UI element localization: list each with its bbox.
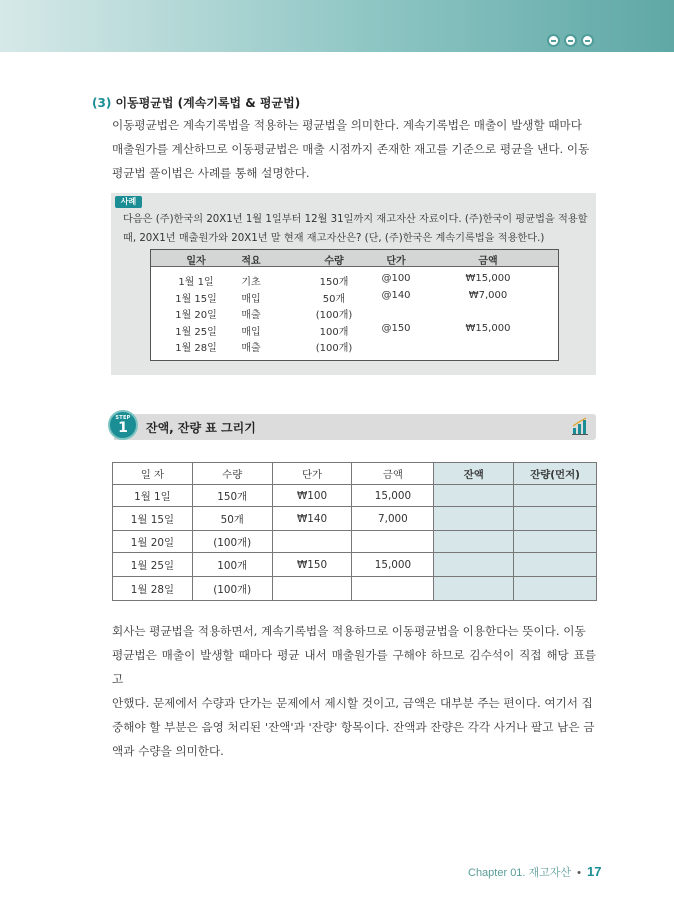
table-cell: 1월 25일 xyxy=(175,326,217,338)
table-cell: 50개 xyxy=(322,293,346,305)
table-cell: 1월 20일 xyxy=(175,310,217,321)
quantity-cell xyxy=(514,531,597,553)
table-row xyxy=(113,485,597,507)
table-row xyxy=(113,577,597,601)
example-line: 다음은 (주)한국의 20X1년 1월 1일부터 12월 31일까지 재고자산 자료이다. (주)한국이 평균법을 적용할 xyxy=(123,214,588,225)
table-cell: 150개 xyxy=(319,277,349,288)
header-cell: 수량 xyxy=(192,463,272,485)
table-cell xyxy=(272,531,352,553)
intro-line: 이동평균법은 계속기록법을 적용하는 평균법을 의미한다. 계속기록법은 매출이 발생할 때마다 xyxy=(112,118,582,132)
header-cell: 일자 xyxy=(186,256,206,267)
table-cell: 1월 1일 xyxy=(113,485,193,507)
bar-chart-icon xyxy=(570,416,590,436)
table-row xyxy=(151,305,558,322)
quantity-cell xyxy=(514,577,597,601)
intro-paragraph xyxy=(112,113,596,185)
explanation-paragraph xyxy=(112,619,596,763)
chat-bubble-icon xyxy=(547,34,560,47)
table-cell xyxy=(352,577,434,601)
table-row xyxy=(113,553,597,577)
header-band xyxy=(0,0,674,52)
table-cell: 매출 xyxy=(241,343,261,354)
inventory-table xyxy=(150,249,559,361)
balance-cell xyxy=(434,531,514,553)
example-text xyxy=(123,210,589,248)
example-tag: 사례 xyxy=(115,196,142,208)
intro-line: 평균법 풀이법은 사례를 통해 설명한다. xyxy=(112,166,310,180)
table-cell: ₩15,000 xyxy=(465,273,511,284)
quantity-cell xyxy=(514,485,597,507)
balance-cell xyxy=(434,577,514,601)
chat-bubble-icon xyxy=(564,34,577,47)
table-cell: 1월 28일 xyxy=(113,577,193,601)
step-badge xyxy=(108,410,138,440)
table-cell: ₩7,000 xyxy=(468,289,508,301)
header-cell: 수량 xyxy=(324,256,344,267)
header-cell: 일 자 xyxy=(113,463,193,485)
table-cell: (100개) xyxy=(315,343,353,354)
table-cell: 150개 xyxy=(192,485,272,507)
inventory-table-header xyxy=(151,250,558,267)
header-cell: 금액 xyxy=(478,256,498,267)
table-cell: 7,000 xyxy=(352,507,434,531)
table-row xyxy=(113,531,597,553)
quantity-cell xyxy=(514,507,597,531)
example-line: 때, 20X1년 매출원가와 20X1년 말 현재 재고자산은? (단, (주)한국은 계속기록법을 적용한다.) xyxy=(123,233,545,244)
table-cell: (100개) xyxy=(192,531,272,553)
table-cell: 100개 xyxy=(192,553,272,577)
table-cell: ₩100 xyxy=(272,485,352,507)
example-box xyxy=(111,193,596,375)
quantity-cell xyxy=(514,553,597,577)
chapter-label: Chapter 01. 재고자산 xyxy=(468,867,572,879)
paragraph-line: 안했다. 문제에서 수량과 단가는 문제에서 제시할 것이고, 금액은 대부분 주는 편이다. 여기서 집 xyxy=(112,696,593,710)
table-cell: 1월 15일 xyxy=(175,293,217,305)
table-cell: 100개 xyxy=(319,326,349,338)
step-word: STEP xyxy=(115,415,131,421)
table-cell xyxy=(272,577,352,601)
header-cell: 단가 xyxy=(272,463,352,485)
balance-header-cell: 잔액 xyxy=(434,463,514,485)
header-cell: 적요 xyxy=(241,256,261,267)
table-cell: 1월 1일 xyxy=(178,277,214,288)
section-title: 이동평균법 (계속기록법 & 평균법) xyxy=(115,96,301,110)
table-row xyxy=(113,507,597,531)
table-cell: 15,000 xyxy=(352,485,434,507)
table-cell: 기초 xyxy=(241,277,261,288)
section-number: (3) xyxy=(92,96,112,110)
table-row xyxy=(151,289,558,306)
quantity-header-cell: 잔량(먼저) xyxy=(514,463,597,485)
table-cell: 1월 20일 xyxy=(113,531,193,553)
step-number: 1 xyxy=(118,420,128,436)
table-cell: ₩140 xyxy=(272,507,352,531)
section-heading xyxy=(92,94,300,111)
table-row xyxy=(151,338,558,355)
inventory-table-body xyxy=(151,267,558,355)
table-cell: 1월 25일 xyxy=(113,553,193,577)
table-cell: 50개 xyxy=(192,507,272,531)
footer-bullet: • xyxy=(577,867,581,879)
step-title: 잔액, 잔량 표 그리기 xyxy=(146,421,256,435)
paragraph-line: 회사는 평균법을 적용하면서, 계속기록법을 적용하므로 이동평균법을 이용한다는 뜻이다. 이동 xyxy=(112,624,586,638)
page-number: 17 xyxy=(587,864,602,879)
table-cell: 1월 28일 xyxy=(175,343,217,354)
table-cell: @150 xyxy=(381,322,411,334)
table-header-row xyxy=(113,463,597,485)
balance-cell xyxy=(434,485,514,507)
table-cell: 매입 xyxy=(241,293,261,305)
table-cell xyxy=(352,531,434,553)
page-footer xyxy=(468,864,602,880)
paragraph-line: 액과 수량을 의미한다. xyxy=(112,744,224,758)
header-cell: 단가 xyxy=(386,256,406,267)
table-cell: (100개) xyxy=(315,310,353,321)
table-row xyxy=(151,322,558,339)
header-icon-group xyxy=(547,34,594,47)
table-cell: (100개) xyxy=(192,577,272,601)
balance-cell xyxy=(434,507,514,531)
table-cell: ₩15,000 xyxy=(465,322,511,334)
header-cell: 금액 xyxy=(352,463,434,485)
paragraph-line: 평균법은 매출이 발생할 때마다 평균 내서 매출원가를 구해야 하므로 김수석이 직접 해당 표를 고 xyxy=(112,648,596,686)
book-icon xyxy=(581,34,594,47)
balance-table xyxy=(112,462,597,601)
intro-line: 매출원가를 계산하므로 이동평균법은 매출 시점까지 존재한 재고를 기준으로 평균을 낸다. 이동 xyxy=(112,142,590,156)
balance-cell xyxy=(434,553,514,577)
table-cell: @100 xyxy=(381,273,411,284)
table-cell: 매출 xyxy=(241,310,261,321)
paragraph-line: 중해야 할 부분은 음영 처리된 '잔액'과 '잔량' 항목이다. 잔액과 잔량은 각각 사거나 팔고 남은 금 xyxy=(112,720,595,734)
table-cell: 15,000 xyxy=(352,553,434,577)
table-cell: @140 xyxy=(381,289,411,301)
table-cell: 1월 15일 xyxy=(113,507,193,531)
table-row xyxy=(151,272,558,289)
table-cell: 매입 xyxy=(241,326,261,338)
table-cell: ₩150 xyxy=(272,553,352,577)
